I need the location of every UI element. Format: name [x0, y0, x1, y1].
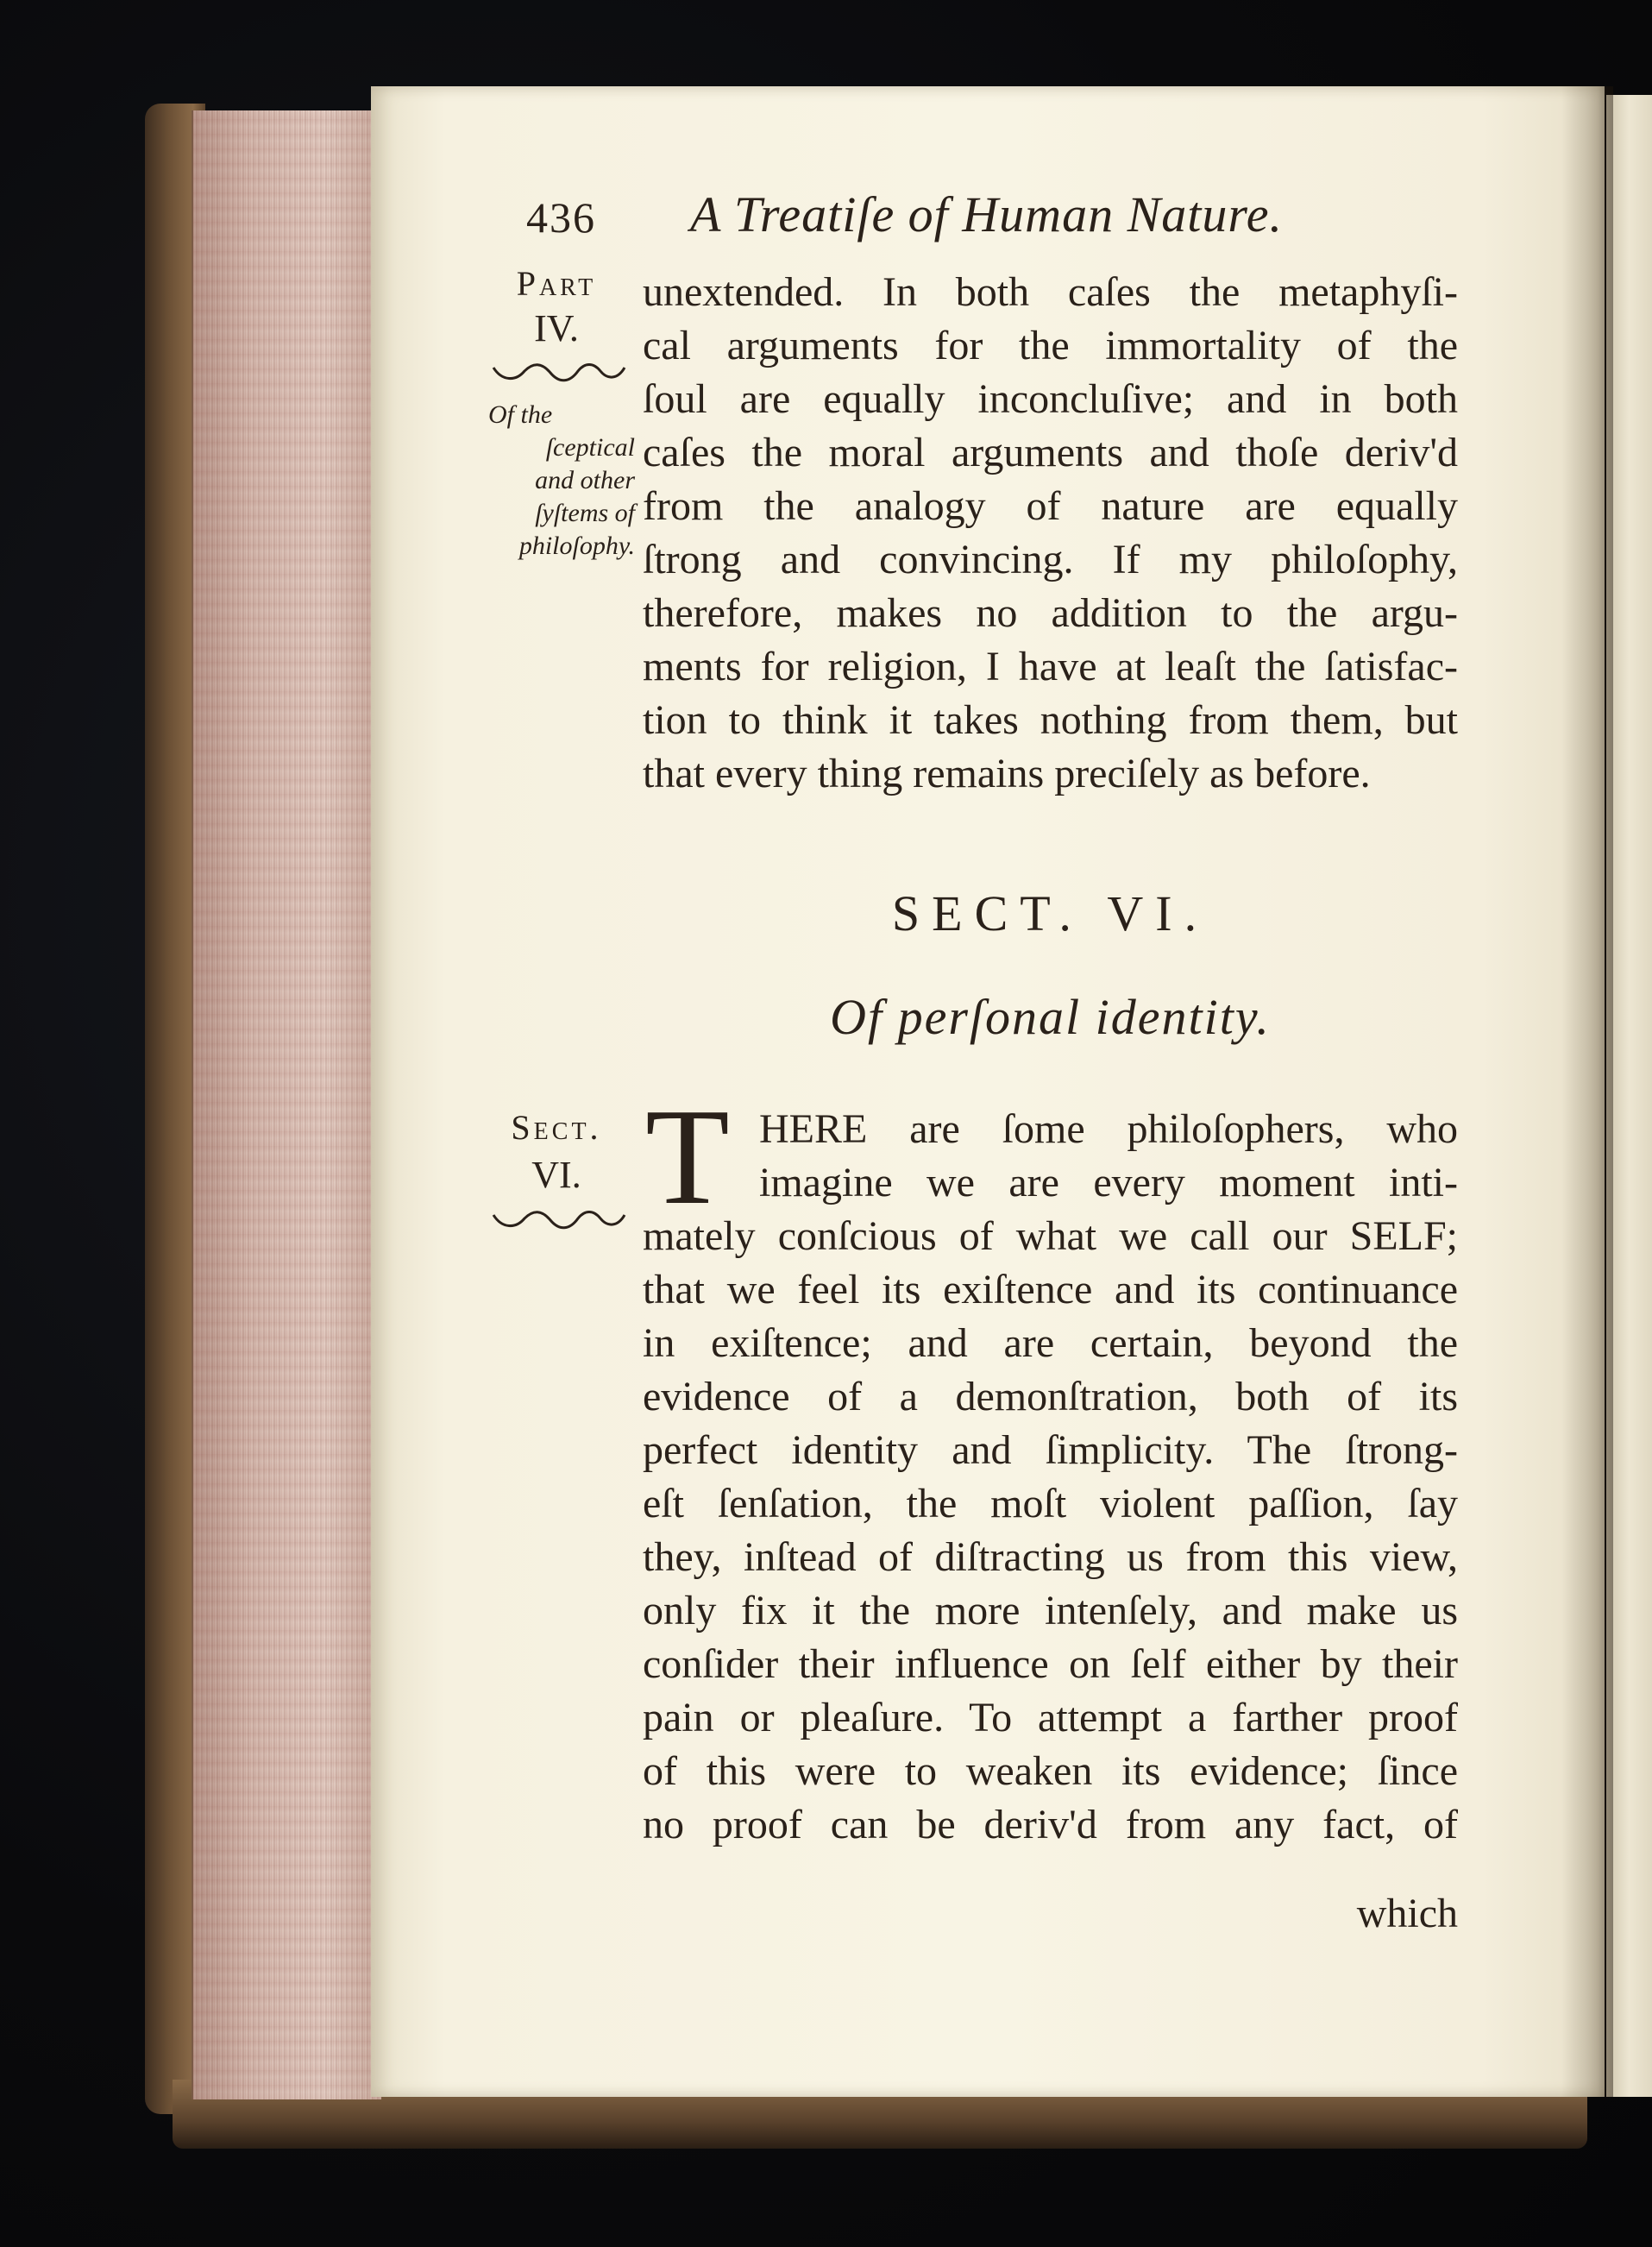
- margin-sect-number: VI.: [531, 1154, 581, 1196]
- text-line: conſider their influence on ſelf either by their: [643, 1641, 1458, 1687]
- paragraph-2-opening: [759, 1103, 1458, 1210]
- margin-gloss-line: and other: [535, 466, 635, 494]
- text-line: eſt ſenſation, the moſt violent paſſion, ſay: [643, 1481, 1458, 1526]
- paragraph-2: [643, 1210, 1458, 1852]
- margin-gloss: [488, 399, 635, 563]
- section-heading: SECT. VI.: [891, 885, 1209, 941]
- margin-part-label: Part: [516, 264, 597, 303]
- text-line: in exiſtence; and are certain, beyond the: [643, 1320, 1458, 1366]
- text-line: caſes the moral arguments and thoſe deriv'd: [643, 430, 1458, 475]
- ornament-swash-icon: [490, 361, 628, 387]
- page-block-edge: [192, 110, 381, 2099]
- running-title: A Treatiſe of Human Nature.: [690, 186, 1284, 242]
- text-line: cal arguments for the immortality of the: [643, 323, 1458, 368]
- margin-part-number: IV.: [534, 307, 579, 349]
- drop-cap: T: [645, 1079, 730, 1233]
- margin-gloss-line: philoſophy.: [518, 532, 635, 560]
- text-line: they, inſtead of diſtracting us from this view,: [643, 1534, 1458, 1580]
- text-line: of this were to weaken its evidence; ſince: [643, 1748, 1458, 1794]
- section-subtitle: Of perſonal identity.: [830, 989, 1271, 1045]
- text-line: tion to think it takes nothing from them, but: [643, 697, 1458, 743]
- catchword: which: [1356, 1891, 1458, 1936]
- text-line: only fix it the more intenſely, and make us: [643, 1588, 1458, 1633]
- text-line: that every thing remains preciſely as before.: [643, 751, 1371, 796]
- margin-gloss-line: Of the: [488, 400, 553, 429]
- text-line: ſtrong and convincing. If my philoſophy,: [643, 537, 1458, 582]
- text-line: from the analogy of nature are equally: [643, 483, 1458, 529]
- text-line: mately conſcious of what we call our SELF;: [643, 1213, 1458, 1259]
- text-line: ſoul are equally inconcluſive; and in both: [643, 376, 1458, 422]
- text-line: HERE are ſome philoſophers, who: [759, 1106, 1458, 1152]
- text-line: pain or pleaſure. To attempt a farther proof: [643, 1695, 1458, 1740]
- margin-gloss-line: ſyſtems of: [535, 499, 635, 527]
- text-line: evidence of a demonſtration, both of its: [643, 1374, 1458, 1419]
- text-line: ments for religion, I have at leaſt the ſatisfac-: [643, 644, 1458, 689]
- gutter-shadow: [1561, 86, 1613, 2097]
- paragraph-1: [643, 266, 1458, 801]
- margin-gloss-line: ſceptical: [545, 433, 635, 462]
- ornament-swash-icon: [490, 1208, 628, 1234]
- page-header: [526, 186, 1458, 255]
- text-line: no proof can be deriv'd from any fact, of: [643, 1802, 1458, 1847]
- text-line: perfect identity and ſimplicity. The ſtrong-: [643, 1427, 1458, 1473]
- text-line: therefore, makes no addition to the argu-: [643, 590, 1458, 636]
- margin-sect-label: Sect.: [511, 1108, 602, 1147]
- page-number: 436: [526, 193, 596, 242]
- text-line: unextended. In both caſes the metaphyſi-: [643, 269, 1458, 315]
- text-line: that we feel its exiſtence and its continuance: [643, 1267, 1458, 1312]
- text-line: imagine we are every moment inti-: [759, 1160, 1458, 1205]
